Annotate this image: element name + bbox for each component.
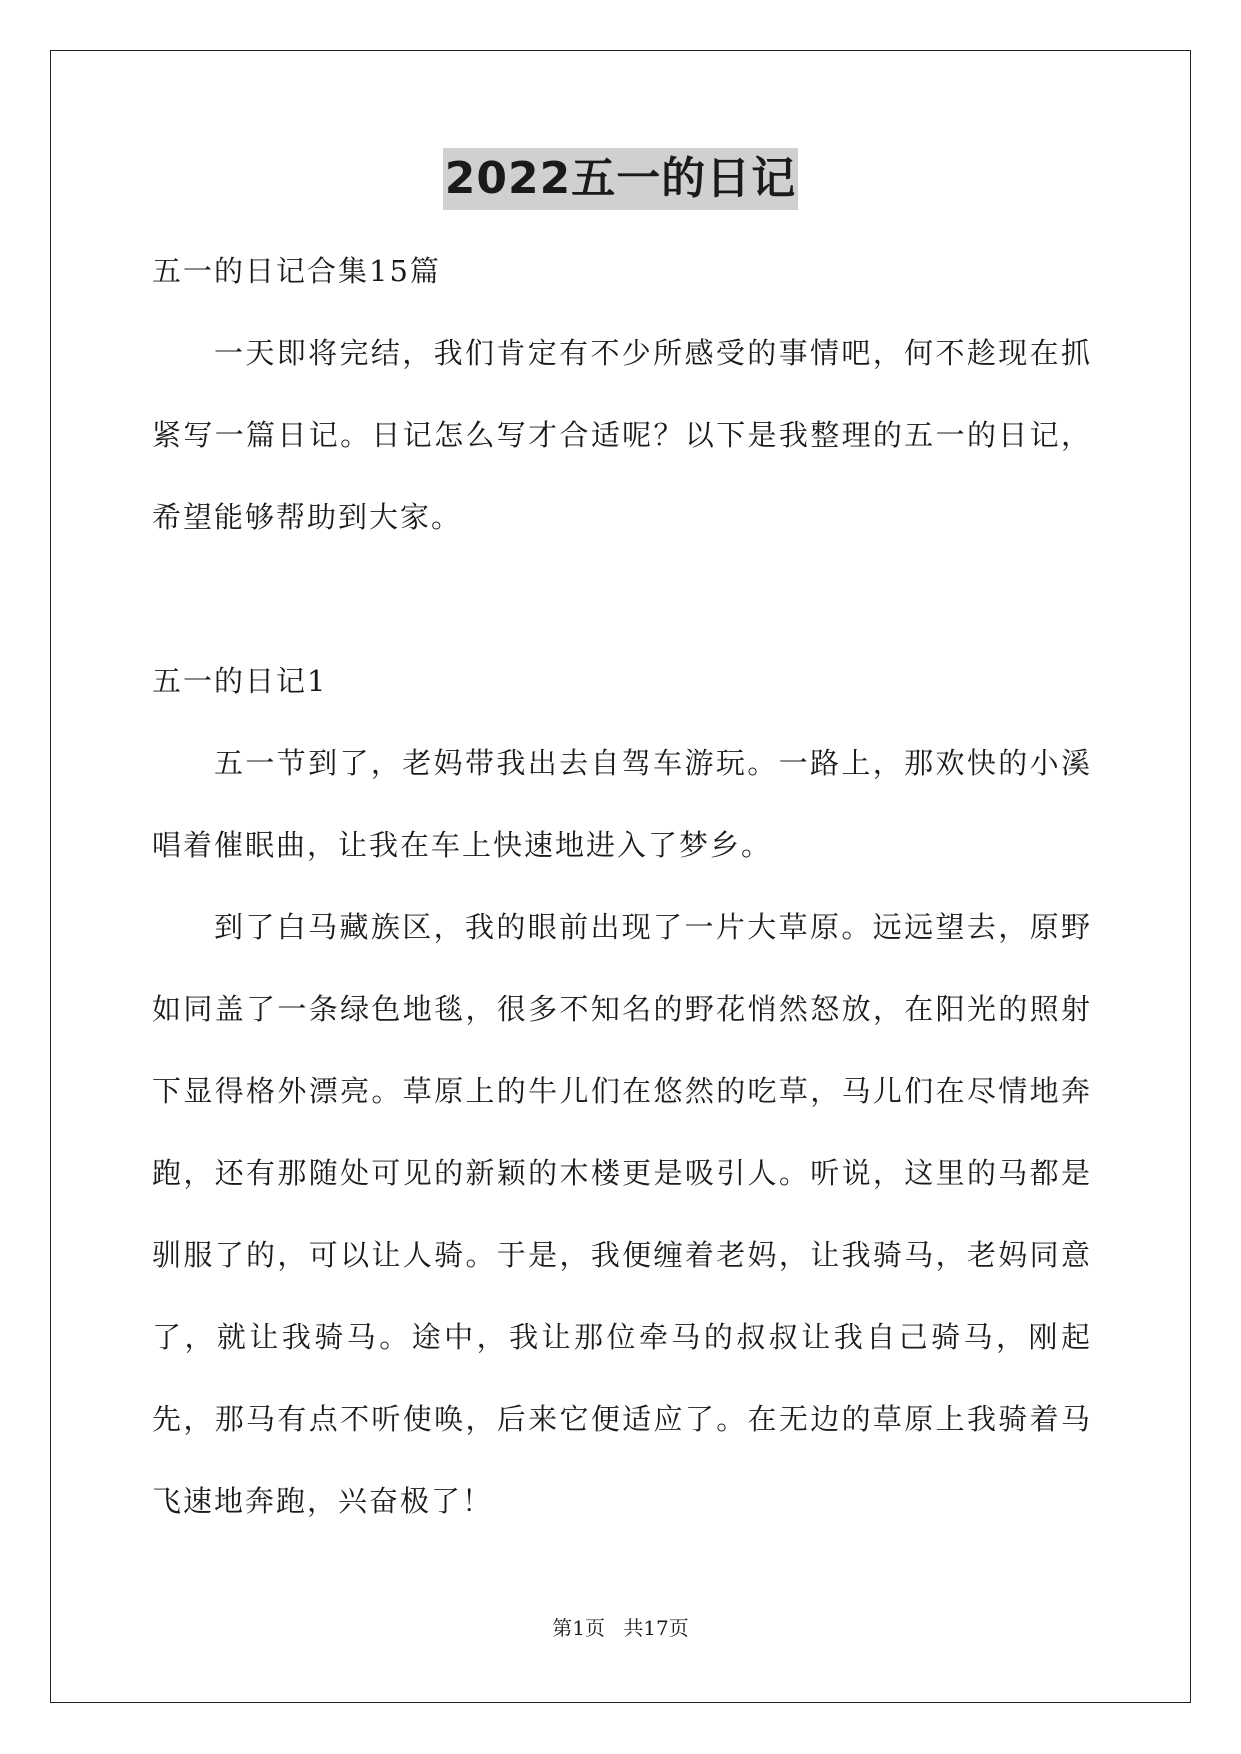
section-heading: 五一的日记1 <box>152 664 328 698</box>
document-title: 2022五一的日记 <box>443 148 798 210</box>
document-subtitle: 五一的日记合集15篇 <box>152 254 441 288</box>
intro-paragraph: 一天即将完结，我们肯定有不少所感受的事情吧，何不趁现在抓紧写一篇日记。日记怎么写才合适呢？以下是我整理的五一的日记，希望能够帮助到大家。 <box>152 336 1092 534</box>
page-total: 共17页 <box>623 1616 689 1640</box>
page-footer <box>0 1614 1241 1642</box>
document-body <box>152 230 1092 1542</box>
title-container <box>0 148 1241 210</box>
section-spacer <box>152 558 1092 640</box>
body-paragraph-2: 到了白马藏族区，我的眼前出现了一片大草原。远远望去，原野如同盖了一条绿色地毯，很多不知名的野花悄然怒放，在阳光的照射下显得格外漂亮。草原上的牛儿们在悠然的吃草，马儿们在尽情地奔跑，还有那随处可见的新颖的木楼更是吸引人。听说，这里的马都是驯服了的，可以让人骑。于是，我便缠着老妈，让我骑马，老妈同意了，就让我骑马。途中，我让那位牵马的叔叔让我自己骑马，刚起先，那马有点不听使唤，后来它便适应了。在无边的草原上我骑着马飞速地奔跑，兴奋极了！ <box>152 910 1092 1518</box>
body-paragraph-1: 五一节到了，老妈带我出去自驾车游玩。一路上，那欢快的小溪唱着催眠曲，让我在车上快速地进入了梦乡。 <box>152 746 1092 862</box>
page-number: 第1页 <box>552 1616 605 1640</box>
